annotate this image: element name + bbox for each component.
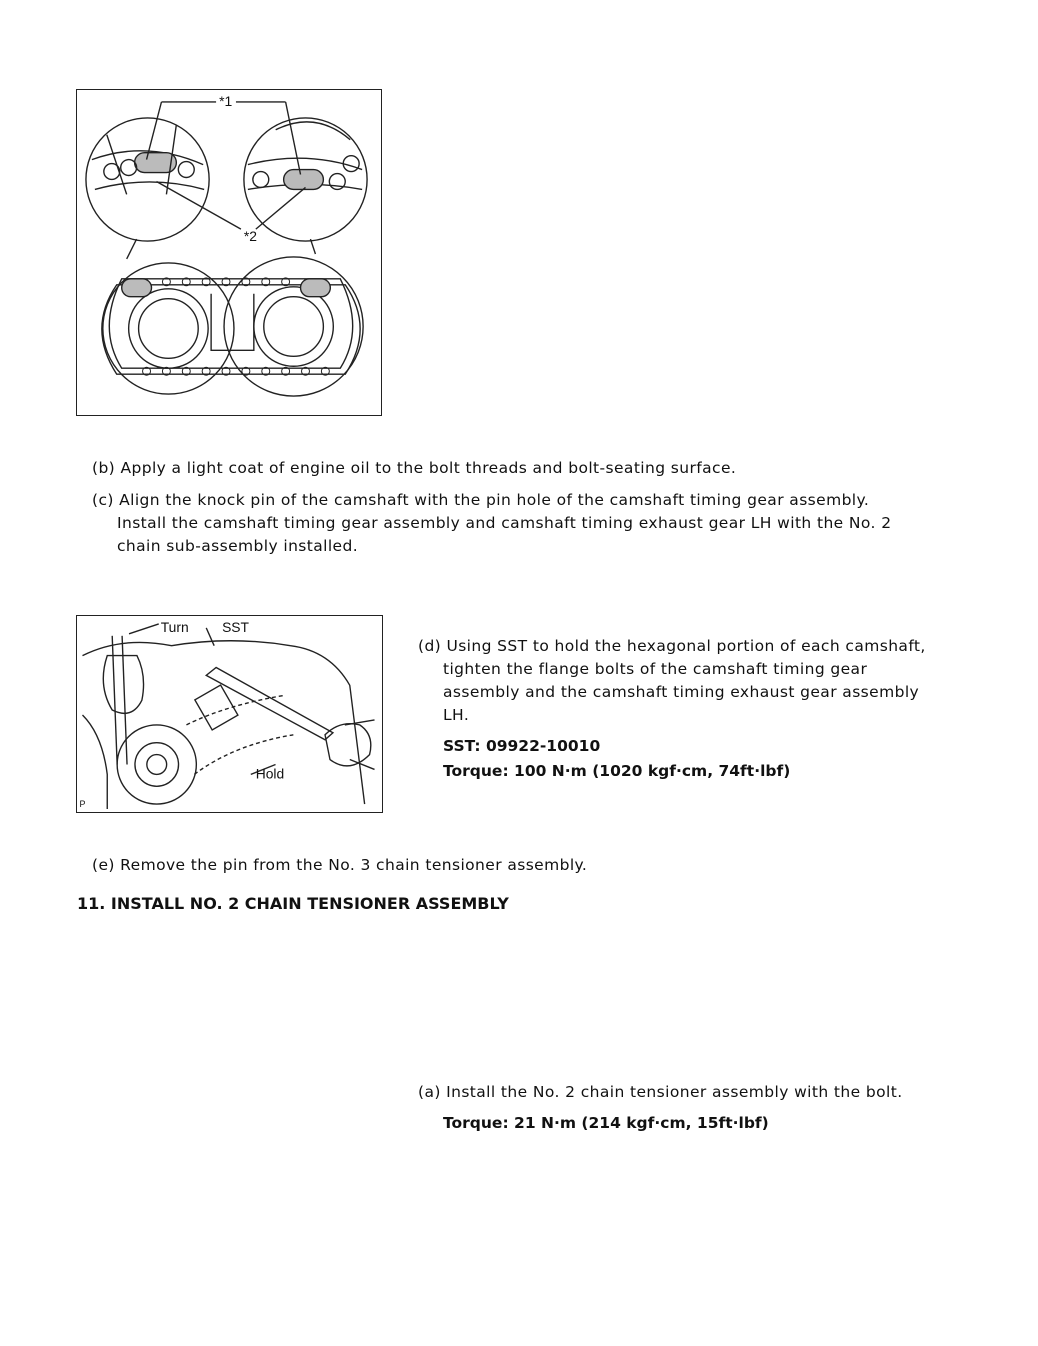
step-c-line2: Install the camshaft timing gear assembly and camshaft timing exhaust gear LH with the No. 2 bbox=[117, 514, 892, 532]
step-d-line3: assembly and the camshaft timing exhaust gear assembly bbox=[443, 683, 920, 701]
step-e: (e) Remove the pin from the No. 3 chain tensioner assembly. bbox=[92, 856, 588, 874]
section-heading: 11. INSTALL NO. 2 CHAIN TENSIONER ASSEMBLY bbox=[77, 894, 509, 913]
step-b: (b) Apply a light coat of engine oil to the bolt threads and bolt-seating surface. bbox=[92, 459, 737, 477]
figure2-turn-label: Turn bbox=[160, 618, 189, 635]
figure2-corner-mark: P bbox=[79, 799, 86, 810]
step-11a: (a) Install the No. 2 chain tensioner assembly with the bolt. bbox=[418, 1083, 903, 1101]
figure1-label-1: *1 bbox=[219, 92, 233, 109]
step-d-line2: tighten the flange bolts of the camshaft timing gear bbox=[443, 660, 868, 678]
figure2-sst-label: SST bbox=[222, 618, 250, 635]
camshaft-timing-gear-illustration bbox=[76, 89, 382, 416]
figure1-label-2: *2 bbox=[243, 228, 258, 245]
sst-number: SST: 09922-10010 bbox=[443, 737, 601, 755]
sst-hold-turn-illustration bbox=[76, 615, 383, 813]
timing-chain-diagram bbox=[77, 90, 381, 415]
step-d-line4: LH. bbox=[443, 706, 470, 724]
sst-wrench-diagram bbox=[77, 616, 382, 812]
torque-spec-d: Torque: 100 N·m (1020 kgf·cm, 74ft·lbf) bbox=[443, 762, 791, 780]
step-d-line1: (d) Using SST to hold the hexagonal portion of each camshaft, bbox=[418, 637, 926, 655]
figure2-hold-label: Hold bbox=[255, 765, 285, 782]
step-c-line3: chain sub-assembly installed. bbox=[117, 537, 359, 555]
torque-spec-11a: Torque: 21 N·m (214 kgf·cm, 15ft·lbf) bbox=[443, 1114, 769, 1132]
step-c-line1: (c) Align the knock pin of the camshaft with the pin hole of the camshaft timing gear assembly. bbox=[92, 491, 870, 509]
